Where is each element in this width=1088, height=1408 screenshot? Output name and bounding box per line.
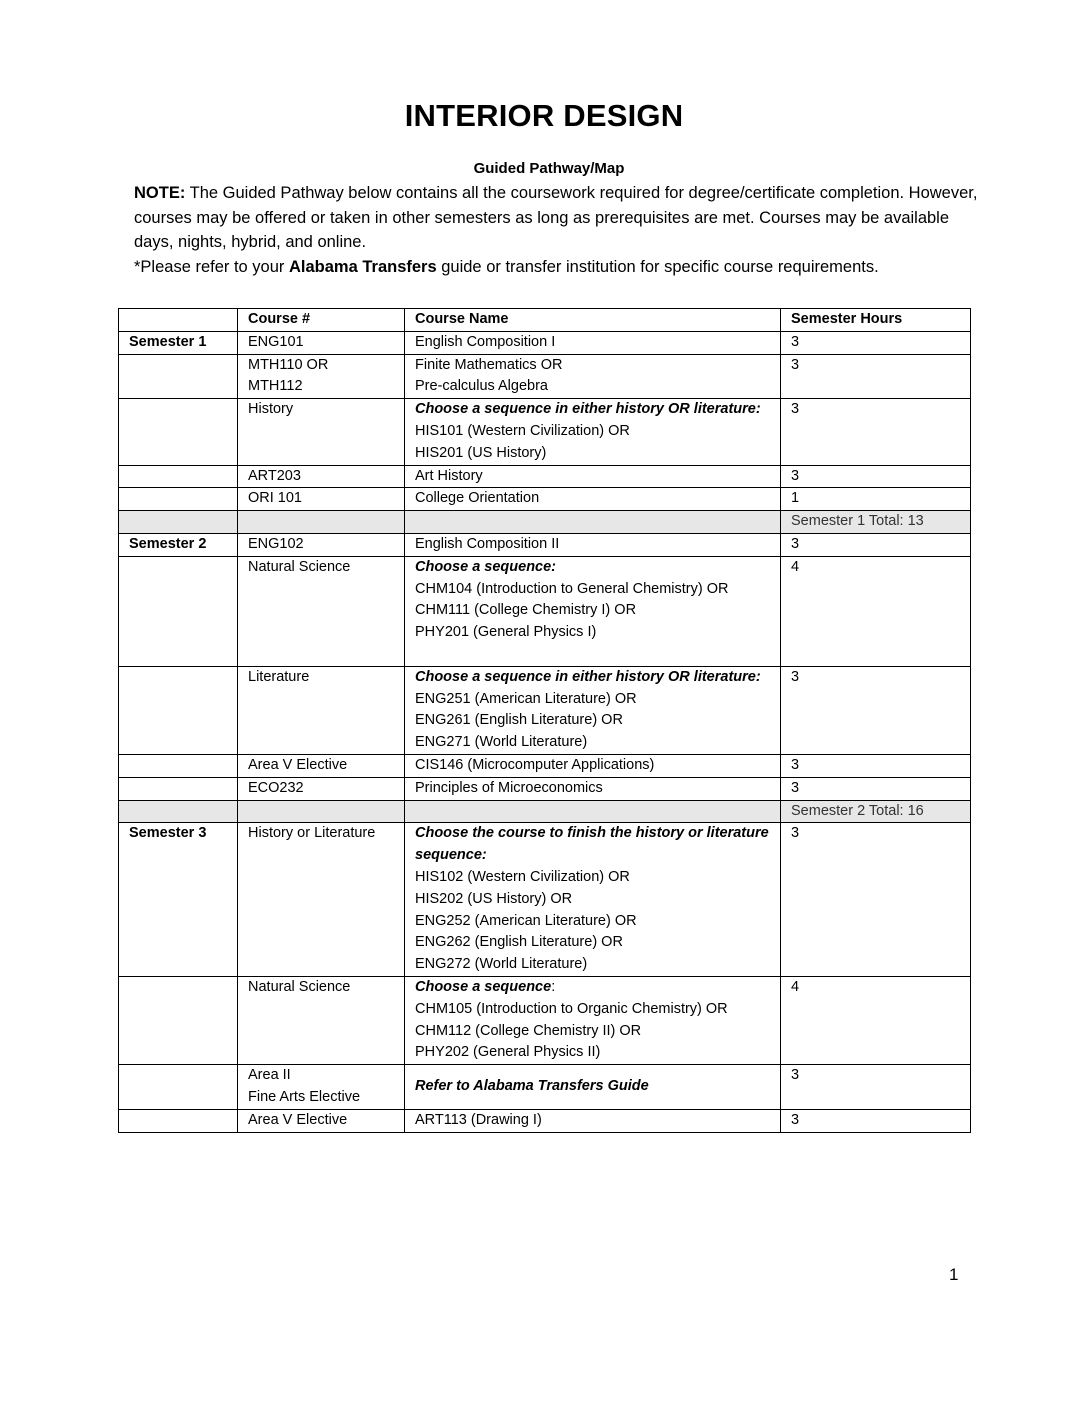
empty-cell [238,511,405,534]
table-row [119,399,971,465]
course-name: Art History [405,465,781,488]
course-name-line: Pre-calculus Algebra [415,378,548,395]
course-number: ECO232 [238,777,405,800]
header-course-name: Course Name [405,309,781,332]
course-number: Area V Elective [238,754,405,777]
empty-cell [119,666,238,754]
table-row [119,556,971,666]
semester-total-row [119,800,971,823]
sequence-instruction: Choose a sequence [415,978,552,995]
course-name [405,399,781,465]
refer-paragraph [134,255,984,280]
empty-cell [405,511,781,534]
course-table [118,308,971,1133]
course-name-line: ENG261 (English Literature) OR [415,712,623,729]
course-name [405,556,781,666]
course-name [405,666,781,754]
course-name-line: ENG262 (English Literature) OR [415,934,623,951]
empty-cell [119,511,238,534]
sequence-instruction: Choose a sequence in either history OR literature: [415,401,761,418]
note-block [134,181,984,279]
course-hours: 3 [781,823,971,977]
course-name-line: ENG252 (American Literature) OR [415,912,637,929]
course-number-line: Area II [248,1067,291,1084]
course-hours: 1 [781,488,971,511]
semester-1-total: Semester 1 Total: 13 [781,511,971,534]
table-row [119,533,971,556]
table-row [119,354,971,399]
page-subtitle: Guided Pathway/Map [473,160,625,177]
empty-cell [119,976,238,1064]
table-row [119,777,971,800]
course-name-line: HIS101 (Western Civilization) OR [415,422,630,439]
course-name-line: CHM105 (Introduction to Organic Chemistry) OR [415,1000,728,1017]
empty-cell [119,488,238,511]
empty-cell [119,399,238,465]
sequence-instruction: Choose a sequence in either history OR literature: [415,668,761,685]
semester-2-total: Semester 2 Total: 16 [781,800,971,823]
course-hours: 4 [781,556,971,666]
course-name [405,976,781,1064]
course-number-line: MTH112 [248,378,303,395]
empty-cell [119,800,238,823]
course-number [238,1065,405,1110]
refer-prefix: *Please refer to your [134,257,289,276]
course-number-line: Fine Arts Elective [248,1088,361,1105]
semester-1-label: Semester 1 [119,331,238,354]
header-course-number: Course # [238,309,405,332]
table-row [119,666,971,754]
course-hours: 3 [781,777,971,800]
course-number: Natural Science [238,976,405,1064]
empty-cell [238,800,405,823]
course-number: Natural Science [238,556,405,666]
course-number: ORI 101 [238,488,405,511]
course-name-line: PHY201 (General Physics I) [415,624,597,641]
page-title: INTERIOR DESIGN [404,98,684,133]
course-hours: 3 [781,331,971,354]
empty-cell [119,465,238,488]
sequence-instruction-line [415,977,775,999]
course-hours: 3 [781,754,971,777]
course-name: College Orientation [405,488,781,511]
course-hours: 3 [781,1065,971,1110]
table-row [119,976,971,1064]
course-number: ART203 [238,465,405,488]
course-number-line: MTH110 OR [248,356,329,373]
course-hours: 3 [781,666,971,754]
note-paragraph [134,181,984,255]
header-semester-hours: Semester Hours [781,309,971,332]
course-name-line: Finite Mathematics OR [415,356,563,373]
course-hours: 3 [781,533,971,556]
course-name: CIS146 (Microcomputer Applications) [405,754,781,777]
course-name-line: CHM104 (Introduction to General Chemistry) OR [415,580,729,597]
course-hours: 3 [781,465,971,488]
course-hours: 3 [781,354,971,399]
course-name-line: ENG251 (American Literature) OR [415,690,637,707]
course-name: English Composition I [405,331,781,354]
course-name-line: PHY202 (General Physics II) [415,1044,601,1061]
table-row [119,488,971,511]
table-row [119,754,971,777]
page-number: 1 [949,1265,959,1284]
note-label: NOTE: [134,184,186,202]
sequence-instruction: Choose a sequence: [415,558,557,575]
course-name-line: HIS201 (US History) [415,444,547,461]
course-hours: 3 [781,399,971,465]
sequence-instruction: Choose the course to finish the history or literature sequence: [415,825,769,864]
course-hours: 3 [781,1109,971,1132]
course-name: ART113 (Drawing I) [405,1109,781,1132]
course-number [238,354,405,399]
course-name-line: CHM111 (College Chemistry I) OR [415,602,637,619]
sequence-instruction: Refer to Alabama Transfers Guide [415,1078,649,1094]
semester-total-row [119,511,971,534]
refer-suffix: guide or transfer institution for specific course requirements. [436,257,879,276]
course-number: Literature [238,666,405,754]
course-name: English Composition II [405,533,781,556]
course-hours: 4 [781,976,971,1064]
course-name-line: HIS102 (Western Civilization) OR [415,868,630,885]
table-header-row [119,309,971,332]
header-semester [119,309,238,332]
table-row [119,823,971,977]
course-number: History or Literature [238,823,405,977]
course-number: Area V Elective [238,1109,405,1132]
empty-cell [405,800,781,823]
empty-cell [119,777,238,800]
table-row [119,465,971,488]
refer-bold: Alabama Transfers [289,257,437,276]
course-name-line: HIS202 (US History) OR [415,890,573,907]
course-name [405,1065,781,1110]
semester-3-label: Semester 3 [119,823,238,977]
empty-cell [119,754,238,777]
table-row [119,331,971,354]
table-row [119,1065,971,1110]
course-number: ENG102 [238,533,405,556]
course-number: History [238,399,405,465]
course-name [405,823,781,977]
course-name-line: CHM112 (College Chemistry II) OR [415,1022,642,1039]
table-row [119,1109,971,1132]
course-name-line: ENG272 (World Literature) [415,956,588,973]
course-name [405,354,781,399]
sequence-instruction-colon: : [551,978,556,995]
note-text: The Guided Pathway below contains all the coursework required for degree/certificate completion. However, courses may be offered or taken in other semesters as long as prerequisites are met. Courses may be available days, nights, hybrid, and online. [134,184,978,251]
empty-cell [119,556,238,666]
empty-cell [119,1065,238,1110]
semester-2-label: Semester 2 [119,533,238,556]
empty-cell [119,354,238,399]
course-name-line: ENG271 (World Literature) [415,734,588,751]
course-number: ENG101 [238,331,405,354]
course-name: Principles of Microeconomics [405,777,781,800]
empty-cell [119,1109,238,1132]
